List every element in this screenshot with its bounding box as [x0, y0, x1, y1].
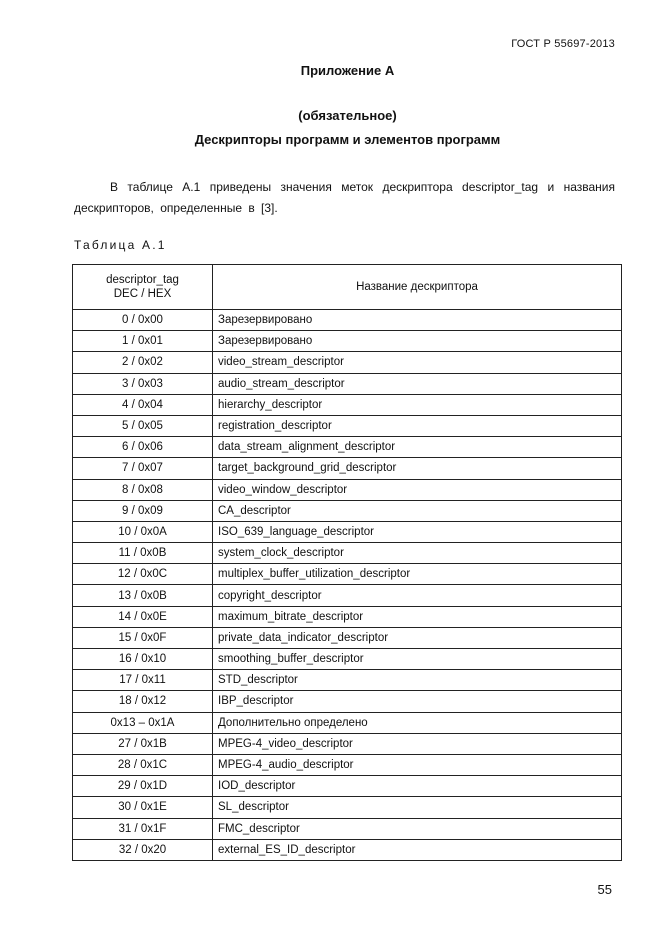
descriptor-name-cell: audio_stream_descriptor: [213, 373, 622, 394]
table-header-row: [73, 265, 622, 310]
descriptor-tag-cell: 14 / 0x0E: [73, 606, 213, 627]
table-row: [73, 691, 622, 712]
descriptor-name-cell: target_background_grid_descriptor: [213, 458, 622, 479]
table-row: [73, 712, 622, 733]
table-row: [73, 310, 622, 331]
table-row: [73, 521, 622, 542]
descriptor-name-cell: external_ES_ID_descriptor: [213, 839, 622, 860]
descriptor-tag-cell: 32 / 0x20: [73, 839, 213, 860]
table-row: [73, 415, 622, 436]
descriptor-tag-cell: 18 / 0x12: [73, 691, 213, 712]
descriptor-table-container: [72, 264, 621, 861]
descriptor-name-cell: video_window_descriptor: [213, 479, 622, 500]
descriptor-tag-cell: 11 / 0x0B: [73, 543, 213, 564]
descriptor-name-cell: IBP_descriptor: [213, 691, 622, 712]
descriptor-name-cell: Зарезервировано: [213, 331, 622, 352]
table-row: [73, 543, 622, 564]
table-row: [73, 649, 622, 670]
descriptor-tag-cell: 30 / 0x1E: [73, 797, 213, 818]
descriptor-name-cell: FMC_descriptor: [213, 818, 622, 839]
descriptor-table: [72, 264, 622, 861]
descriptor-name-cell: MPEG-4_audio_descriptor: [213, 754, 622, 775]
header-descriptor-tag-line1: descriptor_tag: [106, 274, 179, 286]
page-number: 55: [597, 882, 612, 897]
descriptor-tag-cell: 16 / 0x10: [73, 649, 213, 670]
descriptor-tag-cell: 13 / 0x0B: [73, 585, 213, 606]
descriptor-name-cell: system_clock_descriptor: [213, 543, 622, 564]
annex-title: Приложение А: [300, 63, 395, 78]
table-row: [73, 776, 622, 797]
descriptor-tag-cell: 31 / 0x1F: [73, 818, 213, 839]
descriptor-tag-cell: 5 / 0x05: [73, 415, 213, 436]
document-standard-number: ГОСТ Р 55697-2013: [511, 38, 615, 50]
descriptor-tag-cell: 8 / 0x08: [73, 479, 213, 500]
annex-status: (обязательное): [298, 108, 397, 123]
descriptor-tag-cell: 9 / 0x09: [73, 500, 213, 521]
descriptor-name-cell: private_data_indicator_descriptor: [213, 627, 622, 648]
table-row: [73, 585, 622, 606]
table-row: [73, 797, 622, 818]
descriptor-tag-cell: 0x13 – 0x1A: [73, 712, 213, 733]
header-descriptor-name: Название дескриптора: [213, 265, 622, 310]
table-row: [73, 754, 622, 775]
descriptor-name-cell: MPEG-4_video_descriptor: [213, 733, 622, 754]
table-row: [73, 564, 622, 585]
table-row: [73, 437, 622, 458]
intro-paragraph: В таблице А.1 приведены значения меток дескриптора descriptor_tag и названия дескрипторов, определенные в [3].: [74, 180, 615, 215]
table-row: [73, 606, 622, 627]
descriptor-name-cell: video_stream_descriptor: [213, 352, 622, 373]
table-row: [73, 373, 622, 394]
descriptor-tag-cell: 6 / 0x06: [73, 437, 213, 458]
table-row: [73, 394, 622, 415]
table-caption: Таблица А.1: [74, 238, 167, 252]
table-body: [73, 310, 622, 861]
descriptor-tag-cell: 2 / 0x02: [73, 352, 213, 373]
table-row: [73, 733, 622, 754]
descriptor-name-cell: Зарезервировано: [213, 310, 622, 331]
descriptor-tag-cell: 1 / 0x01: [73, 331, 213, 352]
descriptor-tag-cell: 27 / 0x1B: [73, 733, 213, 754]
table-row: [73, 670, 622, 691]
descriptor-name-cell: multiplex_buffer_utilization_descriptor: [213, 564, 622, 585]
descriptor-name-cell: STD_descriptor: [213, 670, 622, 691]
descriptor-name-cell: CA_descriptor: [213, 500, 622, 521]
descriptor-tag-cell: 28 / 0x1C: [73, 754, 213, 775]
descriptor-tag-cell: 15 / 0x0F: [73, 627, 213, 648]
descriptor-name-cell: hierarchy_descriptor: [213, 394, 622, 415]
table-row: [73, 818, 622, 839]
table-row: [73, 352, 622, 373]
descriptor-name-cell: registration_descriptor: [213, 415, 622, 436]
descriptor-tag-cell: 7 / 0x07: [73, 458, 213, 479]
descriptor-name-cell: ISO_639_language_descriptor: [213, 521, 622, 542]
table-row: [73, 627, 622, 648]
descriptor-name-cell: copyright_descriptor: [213, 585, 622, 606]
descriptor-name-cell: maximum_bitrate_descriptor: [213, 606, 622, 627]
table-row: [73, 331, 622, 352]
descriptor-name-cell: IOD_descriptor: [213, 776, 622, 797]
table-row: [73, 500, 622, 521]
descriptor-tag-cell: 17 / 0x11: [73, 670, 213, 691]
descriptor-name-cell: SL_descriptor: [213, 797, 622, 818]
table-row: [73, 839, 622, 860]
descriptor-tag-cell: 29 / 0x1D: [73, 776, 213, 797]
annex-subject: Дескрипторы программ и элементов программ: [194, 132, 501, 147]
descriptor-name-cell: Дополнительно определено: [213, 712, 622, 733]
table-row: [73, 458, 622, 479]
descriptor-tag-cell: 10 / 0x0A: [73, 521, 213, 542]
descriptor-name-cell: data_stream_alignment_descriptor: [213, 437, 622, 458]
header-descriptor-tag: [73, 265, 213, 310]
descriptor-tag-cell: 12 / 0x0C: [73, 564, 213, 585]
descriptor-tag-cell: 3 / 0x03: [73, 373, 213, 394]
descriptor-tag-cell: 0 / 0x00: [73, 310, 213, 331]
table-row: [73, 479, 622, 500]
descriptor-tag-cell: 4 / 0x04: [73, 394, 213, 415]
header-descriptor-tag-line2: DEC / HEX: [113, 288, 172, 300]
descriptor-name-cell: smoothing_buffer_descriptor: [213, 649, 622, 670]
